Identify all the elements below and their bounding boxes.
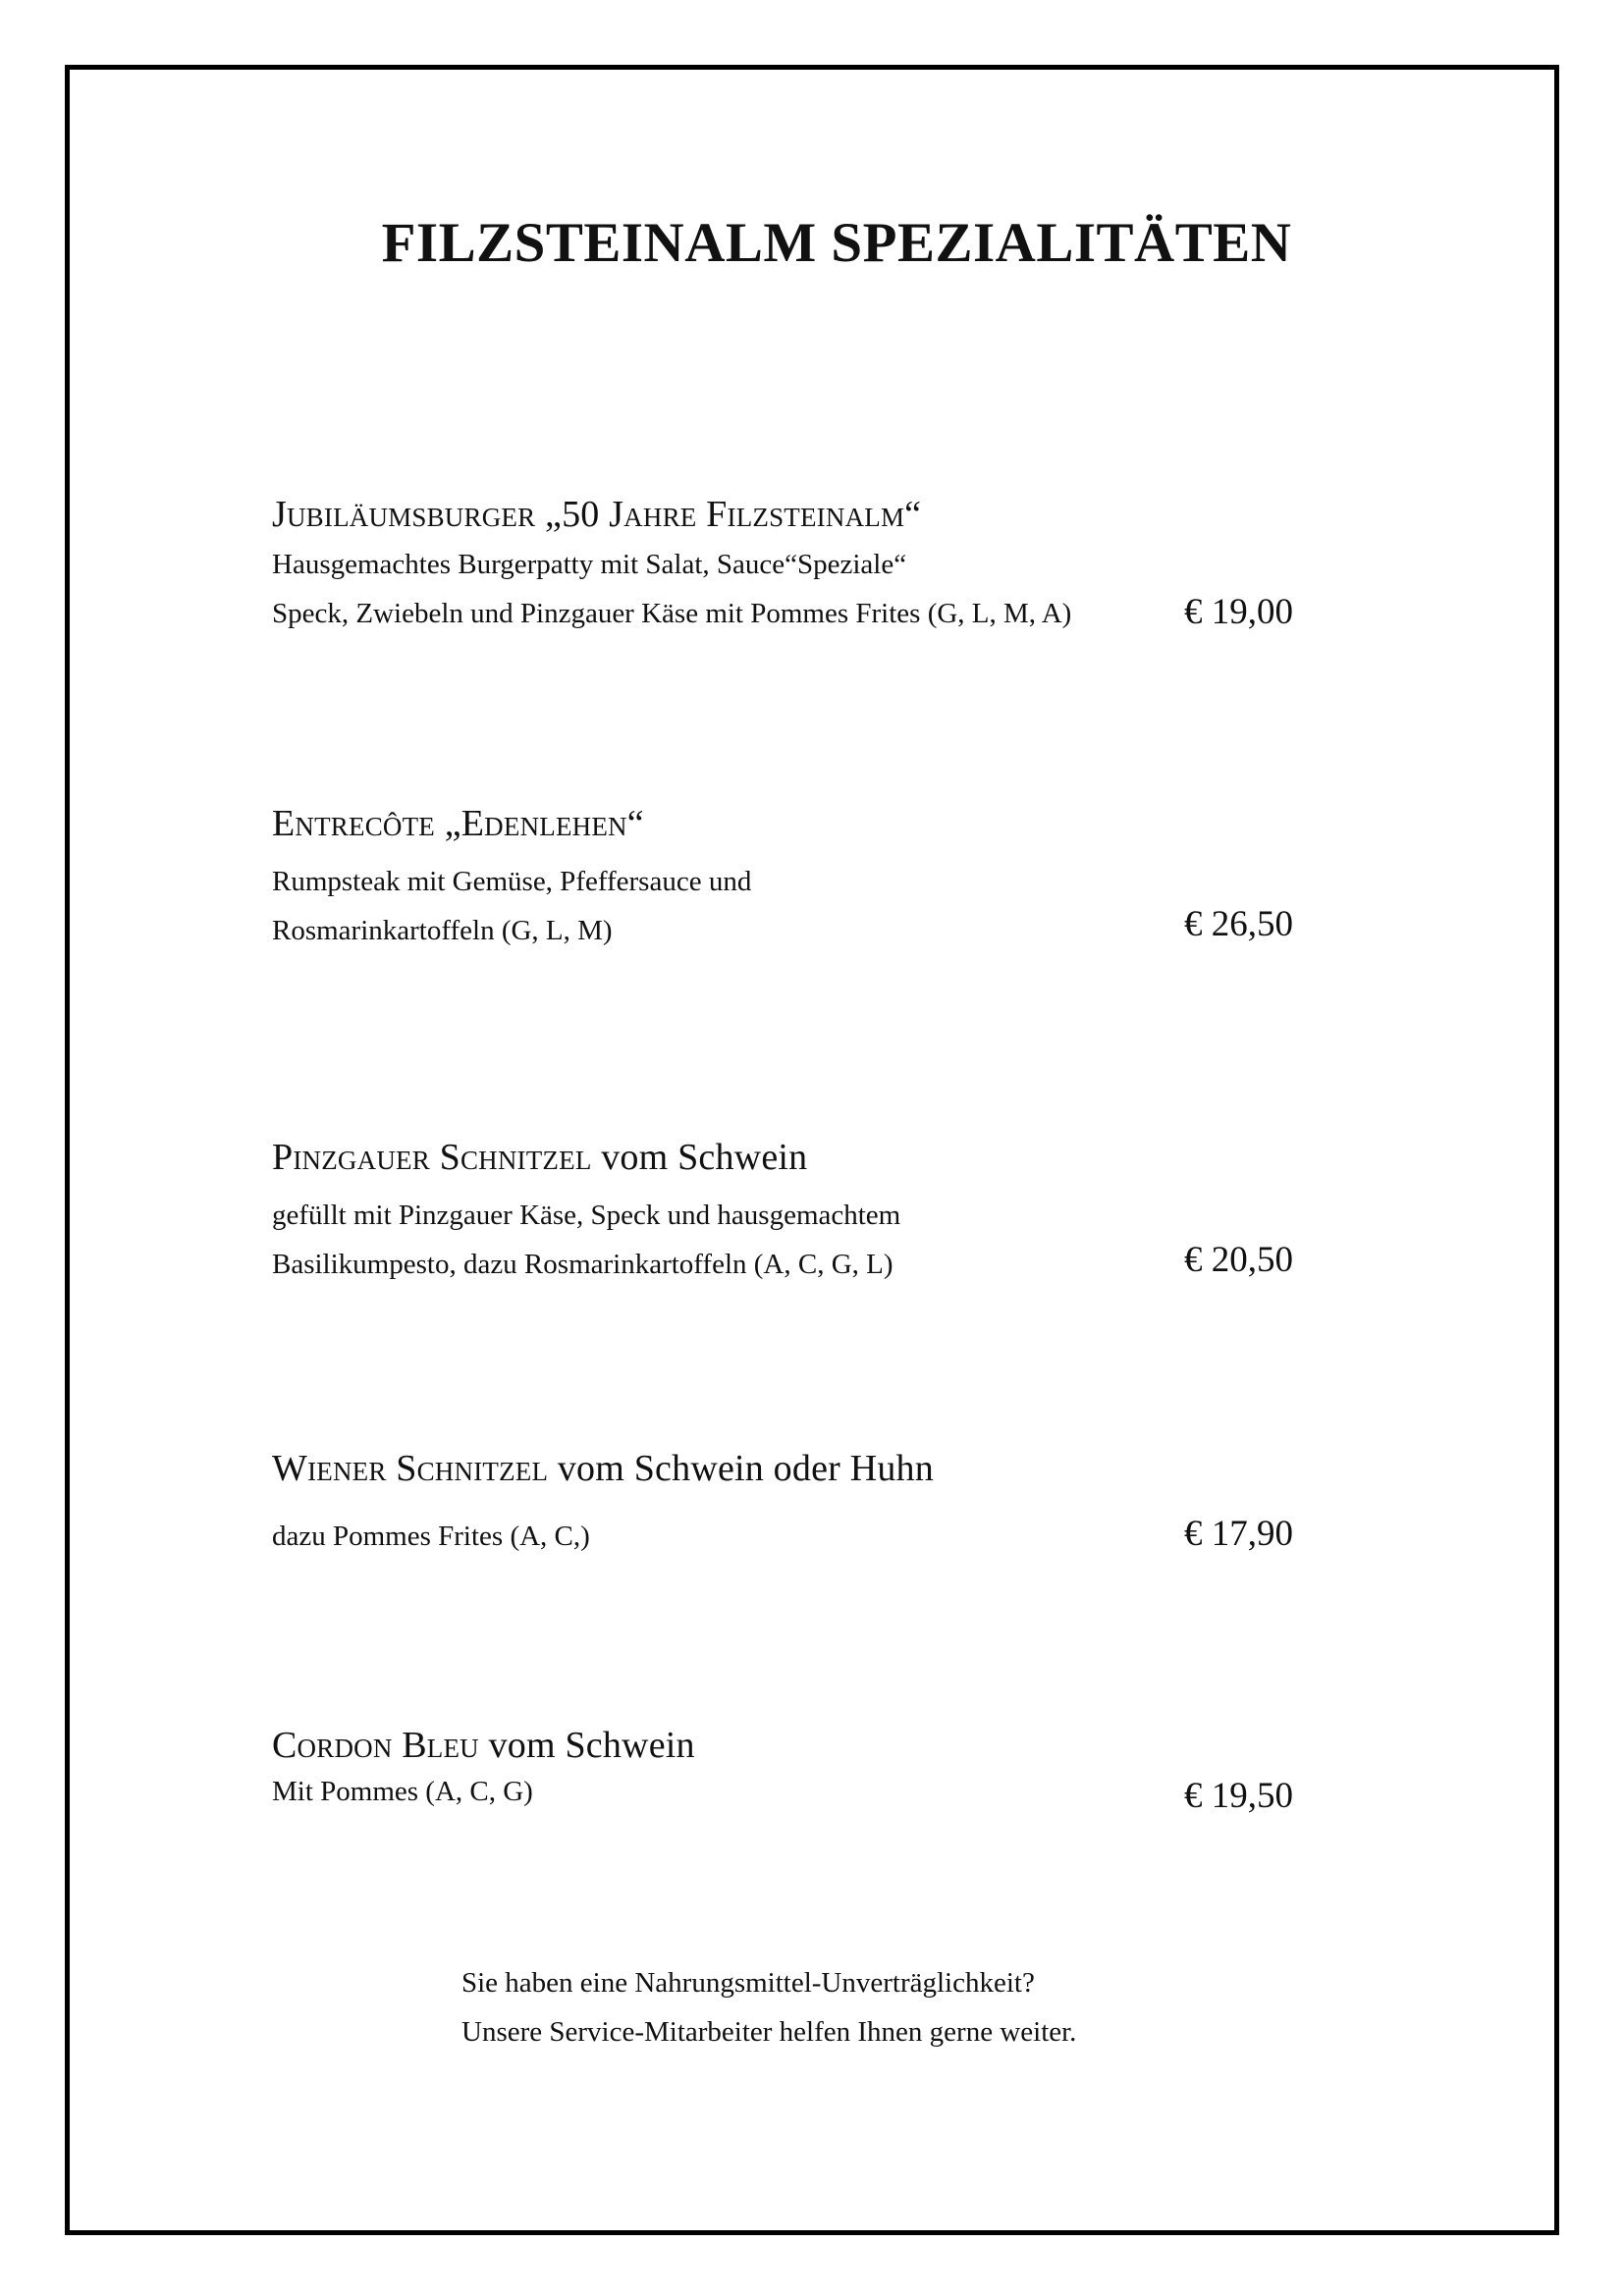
dish-price: € 26,50 — [1184, 904, 1293, 944]
dish-price: € 17,90 — [1184, 1514, 1293, 1554]
dish-description-line: gefüllt mit Pinzgauer Käse, Speck und hausgemachtem — [272, 1199, 901, 1231]
dish-title — [272, 802, 1293, 847]
dish-title — [272, 1724, 1293, 1769]
dish-description-line: Rosmarinkartoffeln (G, L, M) — [272, 915, 613, 947]
menu-item-wiener-schnitzel — [272, 1447, 1293, 1553]
dish-price: € 19,50 — [1184, 1776, 1293, 1816]
dish-description-line: Mit Pommes (A, C, G) — [272, 1775, 533, 1807]
dish-name: Wiener Schnitzel — [272, 1448, 549, 1489]
allergy-note-line: Sie haben eine Nahrungsmittel-Unverträglichkeit? — [461, 1967, 1035, 1999]
dish-price: € 19,00 — [1184, 592, 1293, 632]
dish-description-line: Hausgemachtes Burgerpatty mit Salat, Sauce“Speziale“ — [272, 548, 907, 580]
dish-name-suffix: vom Schwein — [591, 1137, 808, 1178]
menu-item-jubilaeumsburger — [272, 493, 1293, 631]
menu-item-pinzgauer-schnitzel — [272, 1136, 1293, 1282]
dish-title — [272, 1136, 1293, 1181]
dish-title — [272, 1447, 1293, 1492]
page-title: FILZSTEINALM SPEZIALITÄTEN — [381, 212, 1292, 274]
dish-description-line: Basilikumpesto, dazu Rosmarinkartoffeln (A, C, G, L) — [272, 1249, 893, 1281]
dish-name: Entrecôte „Edenlehen“ — [272, 803, 644, 844]
dish-name: Cordon Bleu — [272, 1725, 479, 1766]
dish-name-suffix: vom Schwein — [478, 1725, 695, 1766]
dish-description-line: Speck, Zwiebeln und Pinzgauer Käse mit Pommes Frites (G, L, M, A) — [272, 598, 1072, 630]
dish-title — [272, 493, 1293, 538]
dish-name: Jubiläumsburger „50 Jahre Filzsteinalm“ — [272, 494, 922, 535]
allergy-note — [461, 1958, 1076, 2056]
dish-description-line: Rumpsteak mit Gemüse, Pfeffersauce und — [272, 865, 752, 897]
dish-name: Pinzgauer Schnitzel — [272, 1137, 592, 1178]
menu-item-entrecote — [272, 802, 1293, 948]
menu-item-cordon-bleu — [272, 1724, 1293, 1816]
allergy-note-line: Unsere Service-Mitarbeiter helfen Ihnen gerne weiter. — [461, 2016, 1077, 2048]
dish-name-suffix: vom Schwein oder Huhn — [548, 1448, 934, 1489]
dish-description-line: dazu Pommes Frites (A, C,) — [272, 1520, 590, 1552]
dish-price: € 20,50 — [1184, 1240, 1293, 1280]
